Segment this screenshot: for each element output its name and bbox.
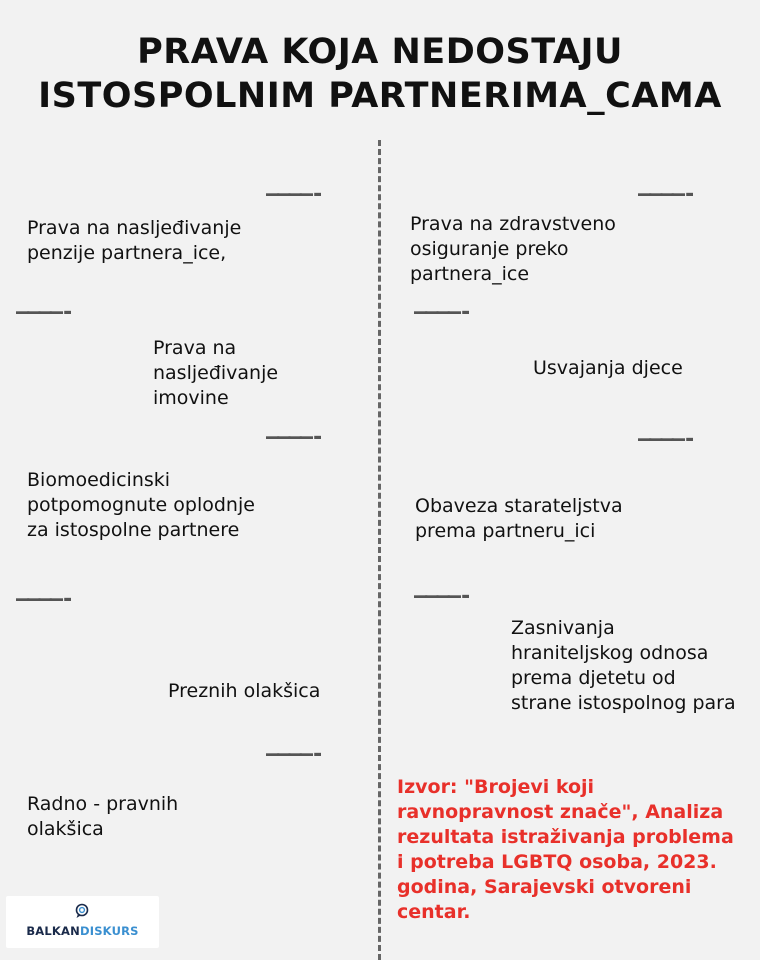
title-line-2: ISTOSPOLNIM PARTNERIMA_CAMA bbox=[38, 76, 722, 116]
right-item-guardianship: Obaveza starateljstva prema partneru_ici bbox=[415, 495, 623, 542]
dash-decoration: ————- bbox=[266, 742, 323, 767]
right-item-adoption: Usvajanja djece bbox=[533, 357, 683, 379]
right-item-foster-care: Zasnivanja hraniteljskog odnosa prema djetetu od strane istospolnog para bbox=[511, 617, 736, 714]
dash-decoration: ————- bbox=[638, 427, 695, 452]
page-title bbox=[0, 30, 760, 118]
dash-decoration: ————- bbox=[414, 584, 471, 609]
dash-decoration: ————- bbox=[414, 300, 471, 325]
logo-word-balkan: BALKAN bbox=[26, 924, 80, 938]
source-citation: Izvor: "Brojevi koji ravnopravnost znače", Analiza rezultata istraživanja problema i potreba LGBTQ osoba, 2023. godina, Sarajevski otvoreni centar. bbox=[397, 776, 734, 923]
dash-decoration: ————- bbox=[266, 425, 323, 450]
title-line-1: PRAVA KOJA NEDOSTAJU bbox=[137, 32, 623, 72]
left-item-labor-benefits: Radno - pravnih olakšica bbox=[27, 793, 179, 840]
dash-decoration: ————- bbox=[16, 300, 73, 325]
left-item-property-inheritance: Prava na nasljeđivanje imovine bbox=[153, 337, 279, 409]
right-item-health-insurance: Prava na zdravstveno osiguranje preko partnera_ice bbox=[410, 213, 616, 285]
left-item-assisted-fertilization: Biomoedicinski potpomognute oplodnje za istospolne partnere bbox=[27, 469, 255, 541]
center-dashed-divider bbox=[378, 140, 381, 960]
dash-decoration: ————- bbox=[638, 182, 695, 207]
balkandiskurs-logo bbox=[6, 896, 159, 948]
logo-wordmark bbox=[6, 924, 159, 938]
left-item-tax-benefits: Preznih olakšica bbox=[168, 680, 321, 702]
left-item-pension-inheritance: Prava na nasljeđivanje penzije partnera_ice, bbox=[27, 217, 242, 264]
dash-decoration: ————- bbox=[266, 182, 323, 207]
speech-bubble-search-icon bbox=[74, 903, 90, 919]
dash-decoration: ————- bbox=[16, 587, 73, 612]
logo-word-diskurs: DISKURS bbox=[79, 924, 139, 938]
